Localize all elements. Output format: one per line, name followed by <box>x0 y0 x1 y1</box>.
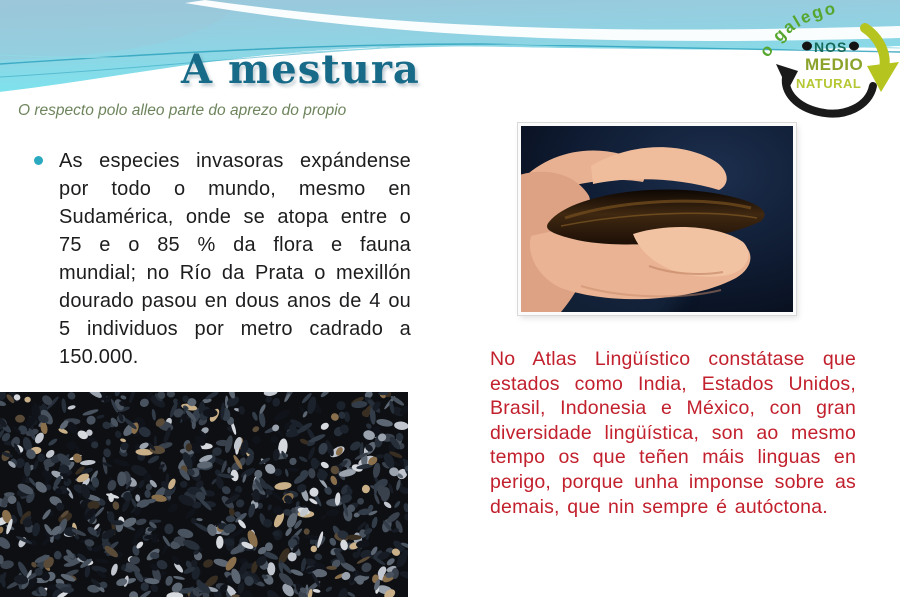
bullet-marker-icon <box>34 156 43 165</box>
logo-word-medio: MEDIO <box>805 55 864 74</box>
hand-mussel-illustration <box>521 126 793 312</box>
mussel-bed-photo <box>0 392 408 597</box>
logo-o-dot-right-icon <box>849 42 859 51</box>
mussel-bed-illustration <box>0 392 408 597</box>
slide-subtitle: O respecto polo alleo parte do aprezo do propio <box>18 102 347 119</box>
logo-word-nos: NOS <box>814 39 848 55</box>
logo-word-natural: NATURAL <box>796 76 862 91</box>
red-paragraph: No Atlas Lingüístico constátase que estados como India, Estados Unidos, Brasil, Indonesia e México, con gran diversidade lingüística, son ao mesmo tempo os que teñen máis linguas en perigo, porque unha imponse sobre as demais, que nin sempre é autóctona. <box>490 348 856 518</box>
slide-title: A mestura <box>181 46 420 93</box>
logo-curved-arrow-lime-icon <box>865 28 899 92</box>
bullet-item <box>34 147 414 371</box>
logo-o-dot-left-icon <box>802 42 812 51</box>
hand-holding-mussel-photo <box>518 123 796 315</box>
logo-arc-text: o galego <box>755 0 839 61</box>
logo-o-galego-noso-medio-natural <box>753 0 900 130</box>
bullet-text: As especies invasoras expándense por todo o mundo, mesmo en Sudamérica, onde se atopa entre o 75 e o 85 % da flora e fauna mundial; no Río da Prata o mexillón dourado pasou en dous anos de 4 ou 5 individuos por metro cadrado a 150.000. <box>59 150 411 368</box>
